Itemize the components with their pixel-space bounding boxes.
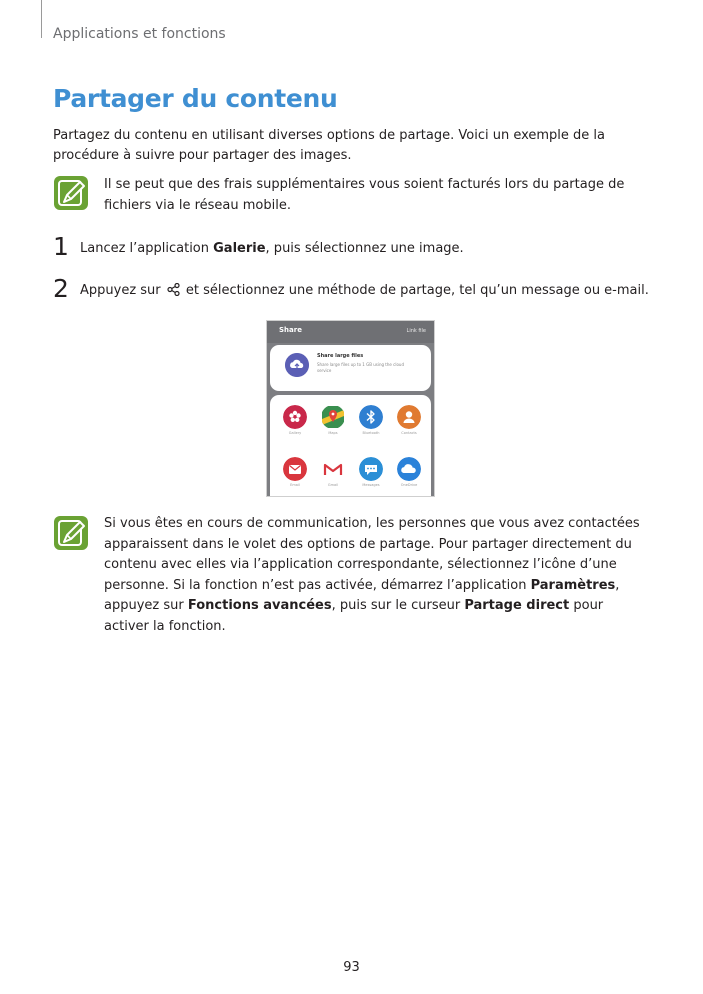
app-label: Gmail <box>327 483 339 487</box>
email-envelope-icon <box>283 457 307 481</box>
share-panel-title: Share <box>279 326 302 334</box>
note-text-data-charges: Il se peut que des frais supplémentaires vous soient facturés lors du partage de fichiers via le réseau mobile. <box>104 177 625 213</box>
step-1-text-after: , puis sélectionnez une image. <box>265 241 464 256</box>
app-email[interactable] <box>276 457 314 488</box>
app-label: Gallery <box>288 431 302 435</box>
share-panel-screenshot <box>266 320 435 497</box>
app-gallery[interactable] <box>276 405 314 436</box>
note-text-direct-share <box>104 514 644 637</box>
note2-part-1: Si vous êtes en cours de communication, les personnes que vous avez contactées apparaissent dans le volet des options de partage. Pour partager directement du contenu avec elles via l’application correspondante, sélectionnez l’icône d’une personne. Si la fonction n’est pas activée, démarrez l’application <box>104 516 640 593</box>
link-file-button[interactable]: Link file <box>406 328 426 334</box>
app-onedrive[interactable] <box>390 457 428 488</box>
direct-share-label: Partage direct <box>464 598 570 613</box>
header-rule <box>41 0 42 38</box>
advanced-features-label: Fonctions avancées <box>187 598 332 613</box>
bluetooth-icon <box>359 405 383 429</box>
share-large-files-card[interactable] <box>270 345 431 391</box>
app-label: Bluetooth <box>362 431 380 435</box>
note-icon <box>53 515 89 551</box>
note2-part-2: , appuyez sur <box>104 577 620 613</box>
settings-app-name: Paramètres <box>530 577 616 593</box>
step-2-text-before: Appuyez sur <box>80 283 165 298</box>
note2-part-3: , puis sur le curseur <box>331 598 465 613</box>
app-contacts[interactable] <box>390 405 428 436</box>
share-panel-header <box>267 321 434 343</box>
step-1-text-before: Lancez l’application <box>80 241 214 256</box>
gallery-flower-icon <box>283 405 307 429</box>
section-header: Applications et fonctions <box>53 26 226 42</box>
app-label: Contacts <box>401 431 417 435</box>
page-title: Partager du contenu <box>53 84 338 113</box>
messages-bubble-icon <box>359 457 383 481</box>
contacts-person-icon <box>397 405 421 429</box>
app-gmail[interactable] <box>314 457 352 488</box>
share-large-files-subtitle: Share large files up to 1 GB using the cloud service <box>317 362 404 373</box>
app-label: Email <box>290 483 300 487</box>
step-2-number: 2 <box>53 274 69 303</box>
intro-paragraph: Partagez du contenu en utilisant diverses options de partage. Voici un exemple de la procédure à suivre pour partager des images. <box>53 128 605 163</box>
share-apps-grid <box>270 395 431 497</box>
step-1-number: 1 <box>53 232 69 261</box>
note-icon <box>53 175 89 211</box>
app-bluetooth[interactable] <box>352 405 390 436</box>
gmail-icon <box>321 457 345 481</box>
share-icon <box>167 283 180 296</box>
app-label: OneDrive <box>400 483 418 487</box>
app-messages[interactable] <box>352 457 390 488</box>
app-maps[interactable] <box>314 405 352 436</box>
maps-icon <box>321 405 345 429</box>
cloud-icon <box>397 457 421 481</box>
step-1-text <box>80 239 464 259</box>
gallery-app-name: Galerie <box>213 241 266 256</box>
step-2-text-after: et sélectionnez une méthode de partage, tel qu’un message ou e-mail. <box>181 283 649 298</box>
page-number: 93 <box>343 960 360 975</box>
share-large-files-title: Share large files <box>317 353 364 359</box>
app-label: Messages <box>362 483 380 487</box>
step-2-text <box>80 281 649 301</box>
note2-part-4: pour activer la fonction. <box>104 598 604 634</box>
cloud-upload-icon <box>285 353 309 377</box>
app-label: Maps <box>328 431 338 435</box>
